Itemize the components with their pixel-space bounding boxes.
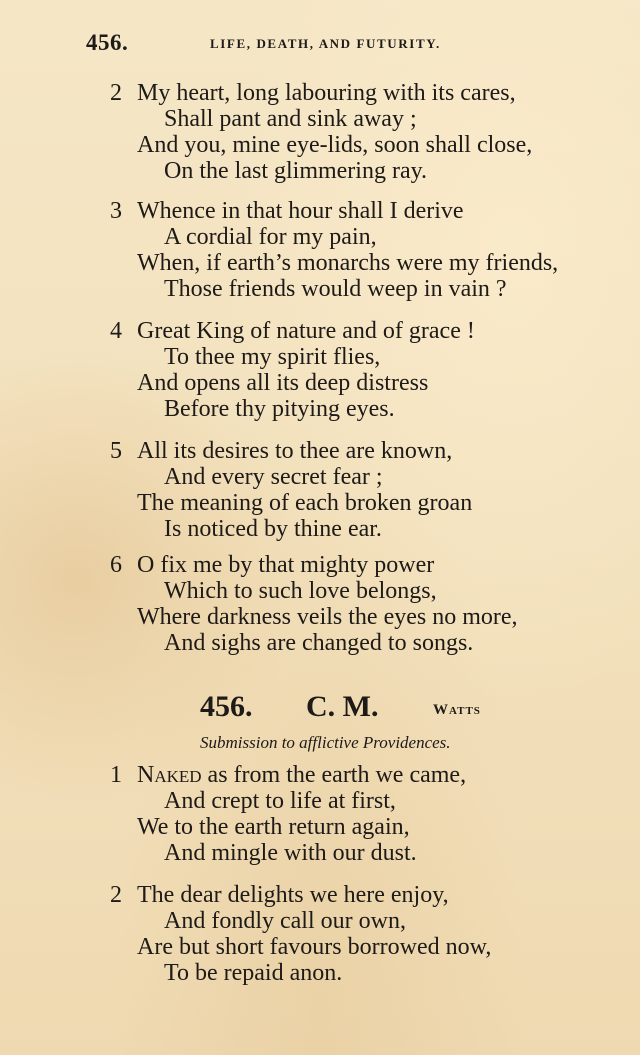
verse-line: And mingle with our dust.: [164, 840, 417, 866]
stanza-number: 2: [110, 80, 122, 106]
hymn-subtitle: Submission to afflictive Providences.: [200, 733, 451, 752]
hymn-heading: [200, 690, 520, 724]
first-word: Naked: [137, 762, 202, 788]
verse-line: And you, mine eye-lids, soon shall close,: [137, 132, 533, 158]
verse-line: Shall pant and sink away ;: [164, 106, 417, 132]
verse-line: My heart, long labouring with its cares,: [137, 80, 516, 106]
verse-line: And crept to life at first,: [164, 788, 396, 814]
hymn-meter: C. M.: [306, 690, 379, 723]
verse-line: And every secret fear ;: [164, 464, 383, 490]
verse-line: The dear delights we here enjoy,: [137, 882, 449, 908]
verse-line: To thee my spirit flies,: [164, 344, 381, 370]
verse-line: On the last glimmering ray.: [164, 158, 428, 184]
verse-line: And sighs are changed to songs.: [164, 630, 474, 656]
verse-line: A cordial for my pain,: [164, 224, 377, 250]
verse-line: Which to such love belongs,: [164, 578, 437, 604]
verse-line: [137, 762, 466, 788]
verse-line: When, if earth’s monarchs were my friends,: [137, 250, 559, 276]
verse-line: O fix me by that mighty power: [137, 552, 435, 578]
stanza-number: 5: [110, 438, 122, 464]
page-header: [86, 30, 526, 60]
verse-line: Are but short favours borrowed now,: [137, 934, 492, 960]
verse-line: And fondly call our own,: [164, 908, 406, 934]
verse-line: We to the earth return again,: [137, 814, 410, 840]
stanza-number: 4: [110, 318, 122, 344]
stanza-number: 1: [110, 762, 122, 788]
verse-line: The meaning of each broken groan: [137, 490, 473, 516]
stanza-number: 3: [110, 198, 122, 224]
page-number: 456.: [86, 30, 129, 55]
verse-line: Whence in that hour shall I derive: [137, 198, 464, 224]
verse-line: And opens all its deep distress: [137, 370, 429, 396]
hymn-author: Watts: [433, 702, 481, 718]
verse-line: Great King of nature and of grace !: [137, 318, 475, 344]
verse-line: Is noticed by thine ear.: [164, 516, 382, 542]
stanza-number: 2: [110, 882, 122, 908]
verse-line: To be repaid anon.: [164, 960, 343, 986]
verse-line: Those friends would weep in vain ?: [164, 276, 507, 302]
verse-line: All its desires to thee are known,: [137, 438, 453, 464]
verse-line: Before thy pitying eyes.: [164, 396, 395, 422]
verse-line: Where darkness veils the eyes no more,: [137, 604, 518, 630]
running-head: LIFE, DEATH, AND FUTURITY.: [210, 36, 441, 51]
hymn-number: 456.: [200, 690, 253, 723]
stanza-number: 6: [110, 552, 122, 578]
first-line-rest: as from the earth we came,: [201, 762, 467, 788]
